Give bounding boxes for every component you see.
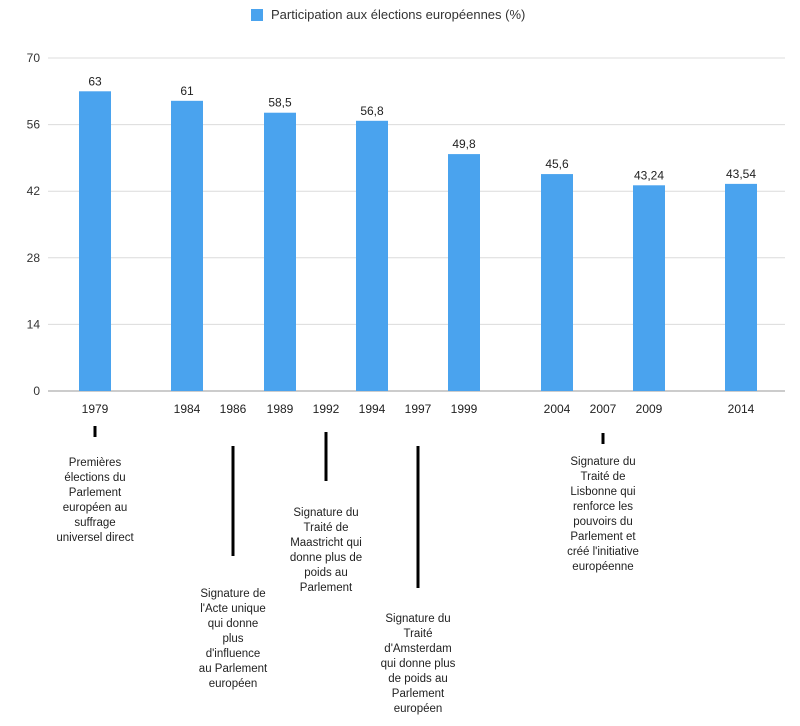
x-tick-label: 1986 [219, 402, 247, 416]
annotation-text: Signature du Traité de Maastricht qui donne plus de poids au Parlement [289, 507, 363, 594]
x-tick-label: 2004 [543, 402, 571, 416]
legend-label: Participation aux élections européennes (%) [271, 7, 526, 22]
annotation-text: Signature du Traité de Lisbonne qui renforce les pouvoirs du Parlement et créé l'initiative européenne [567, 456, 639, 573]
x-tick-label: 1994 [358, 402, 386, 416]
bar [264, 113, 296, 391]
data-label: 61 [180, 83, 194, 98]
data-label: 58,5 [268, 95, 292, 110]
y-tick-label: 14 [26, 317, 40, 332]
bar [171, 101, 203, 391]
y-tick-label: 28 [26, 250, 40, 265]
bar [541, 174, 573, 391]
data-label: 63 [88, 74, 102, 89]
data-label: 49,8 [452, 137, 476, 152]
annotation-text: Signature de l'Acte unique qui donne plus d'influence au Parlement européen [198, 588, 268, 690]
x-tick-label: 1989 [266, 402, 294, 416]
annotation-text: Premières élections du Parlement européen au suffrage universel direct [56, 457, 134, 544]
x-tick-label: 2014 [727, 402, 755, 416]
bar [725, 184, 757, 391]
y-tick-label: 70 [26, 51, 40, 65]
data-label: 45,6 [545, 157, 569, 172]
bar [79, 91, 111, 391]
data-label: 43,24 [633, 168, 665, 183]
annotation-text: Signature du Traité d'Amsterdam qui donne plus de poids au Parlement européen [380, 613, 456, 715]
y-tick-label: 42 [26, 184, 40, 199]
bar [356, 121, 388, 391]
x-tick-label: 1984 [173, 402, 201, 416]
x-tick-label: 2007 [589, 402, 617, 416]
data-label: 56,8 [360, 103, 384, 118]
y-tick-label: 0 [33, 384, 40, 398]
x-tick-label: 1999 [450, 402, 478, 416]
x-tick-label: 1992 [312, 402, 340, 416]
x-tick-label: 1979 [81, 402, 109, 416]
bar [633, 185, 665, 391]
y-tick-label: 56 [26, 117, 40, 132]
x-tick-label: 2009 [635, 402, 663, 416]
data-label: 43,54 [725, 166, 757, 181]
bar [448, 154, 480, 391]
x-tick-label: 1997 [404, 402, 432, 416]
